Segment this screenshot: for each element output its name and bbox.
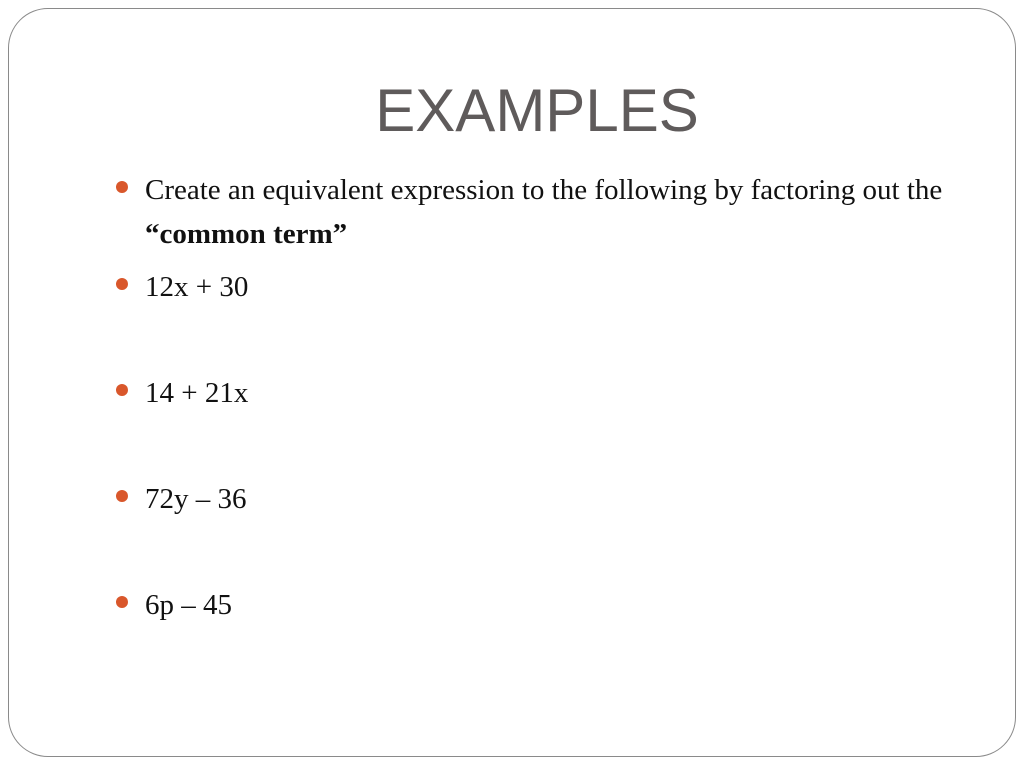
- expression-text: 72y – 36: [145, 483, 247, 515]
- bullet-item-instruction: [114, 168, 974, 256]
- expression-text: 6p – 45: [145, 589, 232, 621]
- bullet-item-expression: [114, 583, 974, 627]
- bullet-text: [145, 168, 974, 256]
- expression-text: 14 + 21x: [145, 377, 249, 409]
- expression-text: 12x + 30: [145, 271, 249, 303]
- bullet-dot-icon: [116, 596, 128, 608]
- bullet-dot-icon: [116, 278, 128, 290]
- instruction-text: Create an equivalent expression to the following by factoring out the: [145, 174, 943, 206]
- bullet-item-expression: [114, 265, 974, 309]
- bullet-dot-icon: [116, 490, 128, 502]
- instruction-emphasis: “common term”: [145, 218, 348, 250]
- bullet-item-expression: [114, 371, 974, 415]
- bullet-dot-icon: [116, 384, 128, 396]
- slide-title: EXAMPLES: [375, 77, 699, 144]
- bullet-item-expression: [114, 477, 974, 521]
- bullet-dot-icon: [116, 181, 128, 193]
